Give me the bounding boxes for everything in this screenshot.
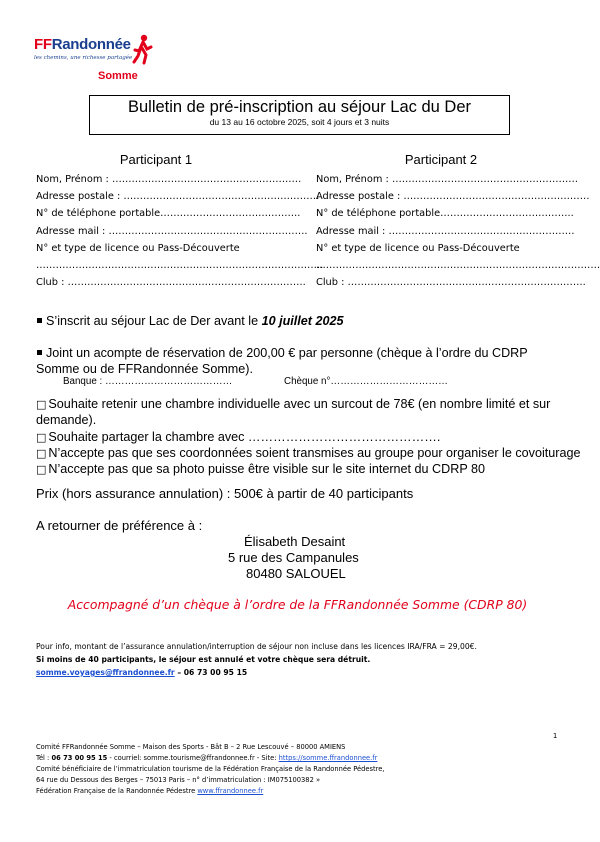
option-photo[interactable]: □ N’accepte pas que sa photo puisse être visible sur le site internet du CDRP 80	[36, 462, 485, 476]
page-title: Bulletin de pré-inscription au séjour Lac du Der	[127, 98, 472, 116]
p2-licence-field[interactable]: ……………………………………………………………………………	[316, 260, 600, 272]
insurance-note: Pour info, montant de l’assurance annulation/interruption de séjour non incluse dans les licences IRA/FRA = 29,00€.	[36, 642, 477, 651]
logo-region: Somme	[98, 70, 138, 82]
checkbox-icon: □	[36, 463, 47, 476]
footer-phone: 06 73 00 95 15	[51, 754, 108, 762]
p1-address-field[interactable]: Adresse postale : ……………………………………………………	[36, 191, 320, 203]
option-single-room-cont: demande).	[36, 413, 97, 427]
inscription-line: S’inscrit au séjour Lac de Der avant le 10 juillet 2025	[36, 313, 344, 330]
page-number: 1	[553, 732, 558, 740]
p1-phone-field[interactable]: N° de téléphone portable…………………………………….	[36, 208, 301, 220]
p1-club-field[interactable]: Club : ……………………………………………………………….	[36, 277, 306, 289]
footer-address: Comité FFRandonnée Somme – Maison des Sports - Bât B – 2 Rue Lescouvé – 80000 AMIENS	[36, 743, 346, 751]
footer-federation: Fédération Française de la Randonnée Pédestre www.ffrandonnee.fr	[36, 787, 264, 795]
p2-phone-field[interactable]: N° de téléphone portable…………………………………..	[316, 208, 574, 220]
hiker-icon	[132, 34, 154, 64]
option-carpool[interactable]: □ N’accepte pas que ses coordonnées soient transmises au groupe pour organiser le covoiturage	[36, 446, 581, 460]
option-share-room[interactable]: □ Souhaite partager la chambre avec ……………………………………….	[36, 430, 441, 444]
checkbox-icon: □	[36, 398, 47, 411]
bullet-icon	[37, 350, 42, 355]
return-street: 5 rue des Campanules	[228, 550, 359, 565]
participant2-heading: Participant 2	[404, 152, 478, 167]
checkbox-icon: □	[36, 431, 47, 444]
checkbox-icon: □	[36, 447, 47, 460]
title-box	[89, 95, 510, 135]
deadline: 10 juillet 2025	[261, 314, 344, 328]
logo-brand: FFRandonnée	[34, 36, 131, 53]
footer-site-link[interactable]: https://somme.ffrandonnee.fr	[278, 754, 378, 762]
return-city: 80480 SALOUEL	[246, 566, 346, 581]
federation-site-link[interactable]: www.ffrandonnee.fr	[197, 787, 264, 795]
return-name: Élisabeth Desaint	[244, 534, 346, 549]
ffrandonnee-logo	[34, 36, 164, 86]
contact-phone: – 06 73 00 95 15	[174, 668, 248, 677]
participant2-form	[316, 152, 600, 291]
p1-licence-label: N° et type de licence ou Pass-Découverte	[36, 242, 240, 254]
bank-field[interactable]: Banque : …………………………………	[63, 376, 233, 387]
footer-contact: Tél : 06 73 00 95 15 - courriel: somme.tourisme@ffrandonnee.fr - Site: https://somme.ffrandonnee.fr	[36, 754, 378, 762]
contact-line	[36, 667, 247, 680]
option-single-room[interactable]: □ Souhaite retenir une chambre individuelle avec un surcout de 78€ (en nombre limité et sur	[36, 397, 551, 411]
footer-immatriculation: Comité bénéficiaire de l’immatriculation tourisme de la Fédération Française de la Randonnée Pédestre,	[36, 765, 385, 773]
p1-licence-field[interactable]: …………………………………………………………………………….	[36, 260, 324, 272]
cheque-notice: Accompagné d’un chèque à l’ordre de la FFRandonnée Somme (CDRP 80)	[67, 597, 528, 612]
cheque-number-field[interactable]: Chèque n°………………………………	[284, 376, 448, 387]
footer-federation-address: 64 rue du Dessous des Berges – 75013 Paris – n° d’immatriculation : IM075100382 »	[36, 776, 321, 784]
participant1-heading: Participant 1	[119, 152, 193, 167]
p2-name-field[interactable]: Nom, Prénom : …………………………………………………	[316, 174, 579, 185]
price-line: Prix (hors assurance annulation) : 500€ à partir de 40 participants	[36, 486, 414, 501]
cancellation-note: Si moins de 40 participants, le séjour est annulé et votre chèque sera détruit.	[36, 655, 371, 664]
p2-club-field[interactable]: Club : ……………………………………………………………….	[316, 277, 586, 289]
return-heading: A retourner de préférence à :	[36, 518, 203, 533]
logo-tagline: les chemins, une richesse partagée	[34, 55, 133, 61]
p2-email-field[interactable]: Adresse mail : …………………………………………………	[316, 225, 575, 237]
p2-licence-label: N° et type de licence ou Pass-Découverte	[316, 242, 520, 254]
page-subtitle: du 13 au 16 octobre 2025, soit 4 jours et 3 nuits	[209, 117, 390, 127]
p1-name-field[interactable]: Nom, Prénom : ………………………………………………….	[36, 174, 302, 185]
contact-email-link[interactable]: somme.voyages@ffrandonnee.fr	[36, 668, 175, 677]
deposit-line1: Joint un acompte de réservation de 200,00 € par personne (chèque à l’ordre du CDRP	[36, 345, 528, 362]
p2-address-field[interactable]: Adresse postale : …………………………………………………	[316, 191, 590, 203]
deposit-line2: Somme ou de FFRandonnée Somme).	[36, 362, 253, 376]
bullet-icon	[37, 318, 42, 323]
participant1-form	[36, 152, 324, 291]
p1-email-field[interactable]: Adresse mail : …………………………………………………….	[36, 225, 308, 237]
